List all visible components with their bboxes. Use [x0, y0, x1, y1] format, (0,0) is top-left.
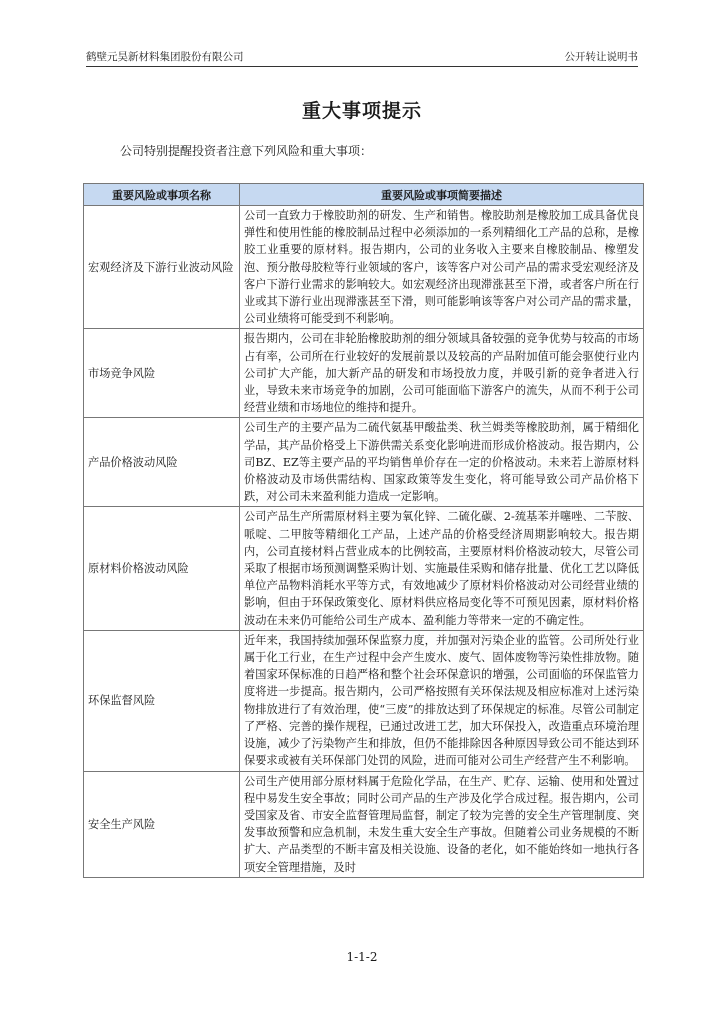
risk-name-cell: 市场竞争风险	[84, 329, 240, 418]
table-row	[84, 771, 644, 877]
table-row	[84, 329, 644, 418]
page-number: 1-1-2	[346, 950, 378, 964]
risk-name-cell: 安全生产风险	[84, 771, 240, 877]
risk-description-cell: 公司产品生产所需原材料主要为氧化锌、二硫化碳、2-巯基苯并噻唑、二苄胺、哌啶、二甲胺等精细化工产品，上述产品的价格受经济周期影响较大。报告期内，公司直接材料占营业成本的比例较高，主要原材料价格波动较大，尽管公司采取了根据市场预测调整采购计划、实施最佳采购和储存批量、优化工艺以降低单位产品物料消耗水平等方式，有效地减少了原材料价格波动对公司经营业绩的影响，但由于环保政策变化、原材料供应格局变化等不可预见因素，原材料价格波动在未来仍可能给公司生产成本、盈利能力等带来一定的不确定性。	[240, 507, 644, 630]
risk-description-cell: 报告期内，公司在非轮胎橡胶助剂的细分领域具备较强的竞争优势与较高的市场占有率，公司所在行业较好的发展前景以及较高的产品附加值可能会驱使行业内公司扩大产能，加大新产品的研发和市场投放力度，并吸引新的竞争者进入行业，导致未来市场竞争的加剧，公司可能面临下游客户的流失，从而不利于公司经营业绩和市场地位的维持和提升。	[240, 329, 644, 418]
risk-description-cell: 公司生产的主要产品为二硫代氨基甲酸盐类、秋兰姆类等橡胶助剂，属于精细化学品，其产品价格受上下游供需关系变化影响进而形成价格波动。报告期内，公司BZ、EZ等主要产品的平均销售单价存在一定的价格波动。未来若上游原材料价格波动及市场供需结构、国家政策等发生变化，将可能导致公司产品价格下跌，对公司未来盈利能力造成一定影响。	[240, 418, 644, 507]
column-header-risk-description: 重要风险或事项简要描述	[240, 184, 644, 206]
risk-table	[83, 183, 644, 878]
risk-description-cell: 公司生产使用部分原材料属于危险化学品，在生产、贮存、运输、使用和处置过程中易发生安全事故；同时公司产品的生产涉及化学合成过程。报告期内，公司受国家及省、市安全监督管理局监督，制定了较为完善的安全生产管理制度、突发事故预警和应急机制，未发生重大安全生产事故。但随着公司业务规模的不断扩大、产品类型的不断丰富及相关设施、设备的老化，如不能始终如一地执行各项安全管理措施，及时	[240, 771, 644, 877]
risk-description-cell: 公司一直致力于橡胶助剂的研发、生产和销售。橡胶助剂是橡胶加工成具备优良弹性和使用性能的橡胶制品过程中必须添加的一系列精细化工产品的总称，是橡胶工业重要的原材料。报告期内，公司的业务收入主要来自橡胶制品、橡塑发泡、预分散母胶粒等行业领域的客户，该等客户对公司产品的需求受宏观经济及客户下游行业需求的影响较大。如宏观经济出现滞涨甚至下滑，或者客户所在行业或其下游行业出现滞涨甚至下滑，则可能影响该等客户对公司产品的需求量，公司业绩将可能受到不利影响。	[240, 206, 644, 329]
table-row	[84, 206, 644, 329]
risk-name-cell: 原材料价格波动风险	[84, 507, 240, 630]
table-header-row	[84, 184, 644, 206]
risk-name-cell: 环保监督风险	[84, 630, 240, 771]
table-row	[84, 418, 644, 507]
column-header-risk-name: 重要风险或事项名称	[84, 184, 240, 206]
table-row	[84, 507, 644, 630]
page-header	[86, 50, 638, 67]
header-document-type: 公开转让说明书	[564, 51, 638, 63]
table-row	[84, 630, 644, 771]
page-title: 重大事项提示	[301, 100, 422, 122]
risk-name-cell: 宏观经济及下游行业波动风险	[84, 206, 240, 329]
intro-paragraph: 公司特别提醒投资者注意下列风险和重大事项：	[120, 144, 373, 158]
risk-name-cell: 产品价格波动风险	[84, 418, 240, 507]
risk-description-cell: 近年来，我国持续加强环保监察力度，并加强对污染企业的监管。公司所处行业属于化工行业，在生产过程中会产生废水、废气、固体废物等污染性排放物。随着国家环保标准的日趋严格和整个社会环保意识的增强，公司面临的环保监管力度将进一步提高。报告期内，公司严格按照有关环保法规及相应标准对上述污染物排放进行了有效治理，使“三废”的排放达到了环保规定的标准。尽管公司制定了严格、完善的操作规程，已通过改进工艺，加大环保投入，改造重点环境治理设施，减少了污染物产生和排放，但仍不能排除因各种原因导致公司不能达到环保要求或被有关环保部门处罚的风险，进而可能对公司生产经营产生不利影响。	[240, 630, 644, 771]
header-company-name: 鹤壁元昊新材料集团股份有限公司	[86, 51, 244, 63]
